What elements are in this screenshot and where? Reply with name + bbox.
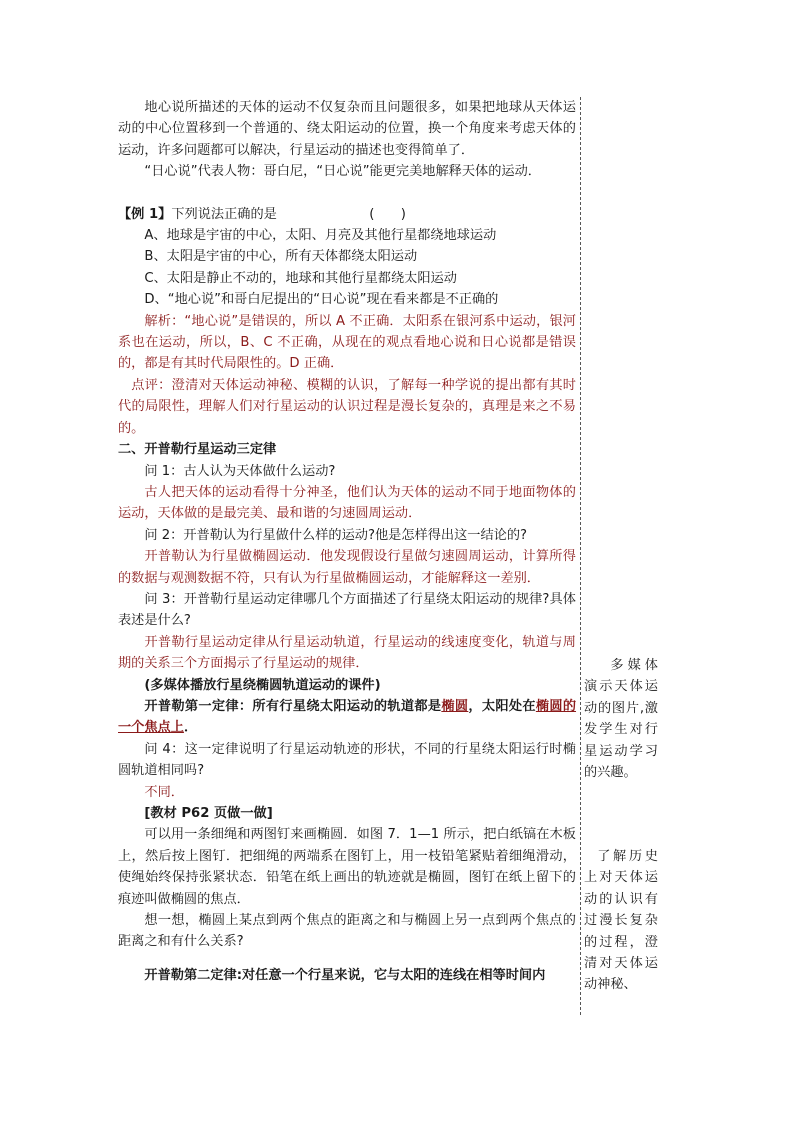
answer-3: 开普勒行星运动定律从行星运动轨道，行星运动的线速度变化，轨道与周期的关系三个方面揭示了行星运动的规律． (118, 634, 576, 672)
side-note-media: 多媒体演示天体运动的图片,激发学生对行星运动学习的兴趣。 (584, 658, 658, 781)
column-divider (580, 97, 581, 1015)
law1-mid: ，太阳处在 (468, 698, 536, 714)
answer-4: 不同． (144, 784, 184, 800)
question-4: 问 4：这一定律说明了行星运动轨迹的形状，不同的行星绕太阳运行时椭圆轨道相同吗? (118, 741, 576, 779)
law1-text: 所有行星绕太阳运动的轨道都是 (252, 698, 442, 714)
think-question: 想一想，椭圆上某点到两个焦点的距离之和与椭圆上另一点到两个焦点的距离之和有什么关系? (118, 913, 576, 950)
law1-ellipse: 椭圆 (441, 698, 469, 714)
side-note-history: 了解历史上对天体运动的认识有过漫长复杂的过程，澄清对天体运动神秘、 (584, 849, 658, 993)
example-label: 【例 1】 (118, 206, 172, 222)
law1-label: 开普勒第一定律： (144, 698, 253, 714)
answer-2: 开普勒认为行星做椭圆运动．他发现假设行星做匀速圆周运动，计算所得的数据与观测数据不符，只有认为行星做椭圆运动，才能解释这一差别． (118, 549, 576, 586)
option-c: C、太阳是静止不动的，地球和其他行星都绕太阳运动 (144, 270, 457, 286)
question-1: 问 1：古人认为天体做什么运动? (144, 463, 336, 479)
paragraph-heliocentric-intro: 地心说所描述的天体的运动不仅复杂而且问题很多，如果把地球从天体运动的中心位置移到一个普通的、绕太阳运动的位置，换一个角度来考虑天体的运动，许多问题都可以解决，行星运动的描述也变得简单了． (118, 100, 576, 158)
paragraph-copernicus: “日心说”代表人物：哥白尼，“日心说”能更完美地解释天体的运动． (144, 164, 541, 180)
option-a: A、地球是宇宙的中心，太阳、月亮及其他行星都绕地球运动 (144, 228, 497, 244)
kepler-second-law (118, 965, 576, 986)
question-2: 问 2：开普勒认为行星做什么样的运动?他是怎样得出这一结论的? (144, 527, 528, 543)
law2-label: 开普勒第二定律: (144, 967, 242, 983)
kepler-first-law (118, 696, 576, 739)
media-note: (多媒体播放行星绕椭圆轨道运动的课件) (144, 677, 381, 693)
law2-text: 对任意一个行星来说，它与太阳的连线在相等时间内 (241, 967, 546, 983)
main-column (118, 97, 576, 986)
example-question (118, 204, 576, 225)
side-note-2 (584, 846, 658, 996)
law1-end: ． (183, 720, 198, 736)
example-comment: 点评：澄清对天体运动神秘、模糊的认识，了解每一种学说的提出都有其时代的局限性，理解人们对行星运动的认识过程是漫长复杂的，真理是来之不易的。 (118, 377, 576, 436)
question-3: 问 3：开普勒行星运动定律哪几个方面描述了行星绕太阳运动的规律?具体表述是什么? (118, 591, 576, 629)
example-question-text: 下列说法正确的是 (171, 206, 277, 222)
option-d: D、“地心说”和哥白尼提出的“日心说”现在看来都是不正确的 (144, 292, 499, 308)
example-analysis: 解析：“地心说”是错误的，所以 A 不正确．太阳系在银河系中运动，银河系也在运动，所以，B、C 不正确，从现在的观点看地心说和日心说都是错误的，都是有其时代局限性的。D 正确． (118, 313, 576, 372)
answer-1: 古人把天体的运动看得十分神圣，他们认为天体的运动不同于地面物体的运动，天体做的是最完美、最和谐的匀速圆周运动． (118, 484, 576, 522)
side-note-1 (584, 655, 658, 783)
law1-focus: 椭圆的一个焦点上 (118, 698, 577, 736)
section-title: 二、开普勒行星运动三定律 (118, 442, 277, 458)
textbook-reference: [教材 P62 页做一做] (144, 806, 273, 821)
answer-paren: ( ) (369, 206, 406, 222)
option-b: B、太阳是宇宙的中心，所有天体都绕太阳运动 (144, 249, 418, 265)
activity-ellipse-drawing: 可以用一条细绳和两图钉来画椭圆．如图 7．1—1 所示，把白纸镐在木板上，然后按上图钉．把细绳的两端系在图钉上，用一枝铅笔紧贴着细绳滑动，使绳始终保持张紧状态．铅笔在纸上画出的轨迹就是椭圆，图钉在纸上留下的痕迹叫做椭圆的焦点． (118, 827, 576, 907)
